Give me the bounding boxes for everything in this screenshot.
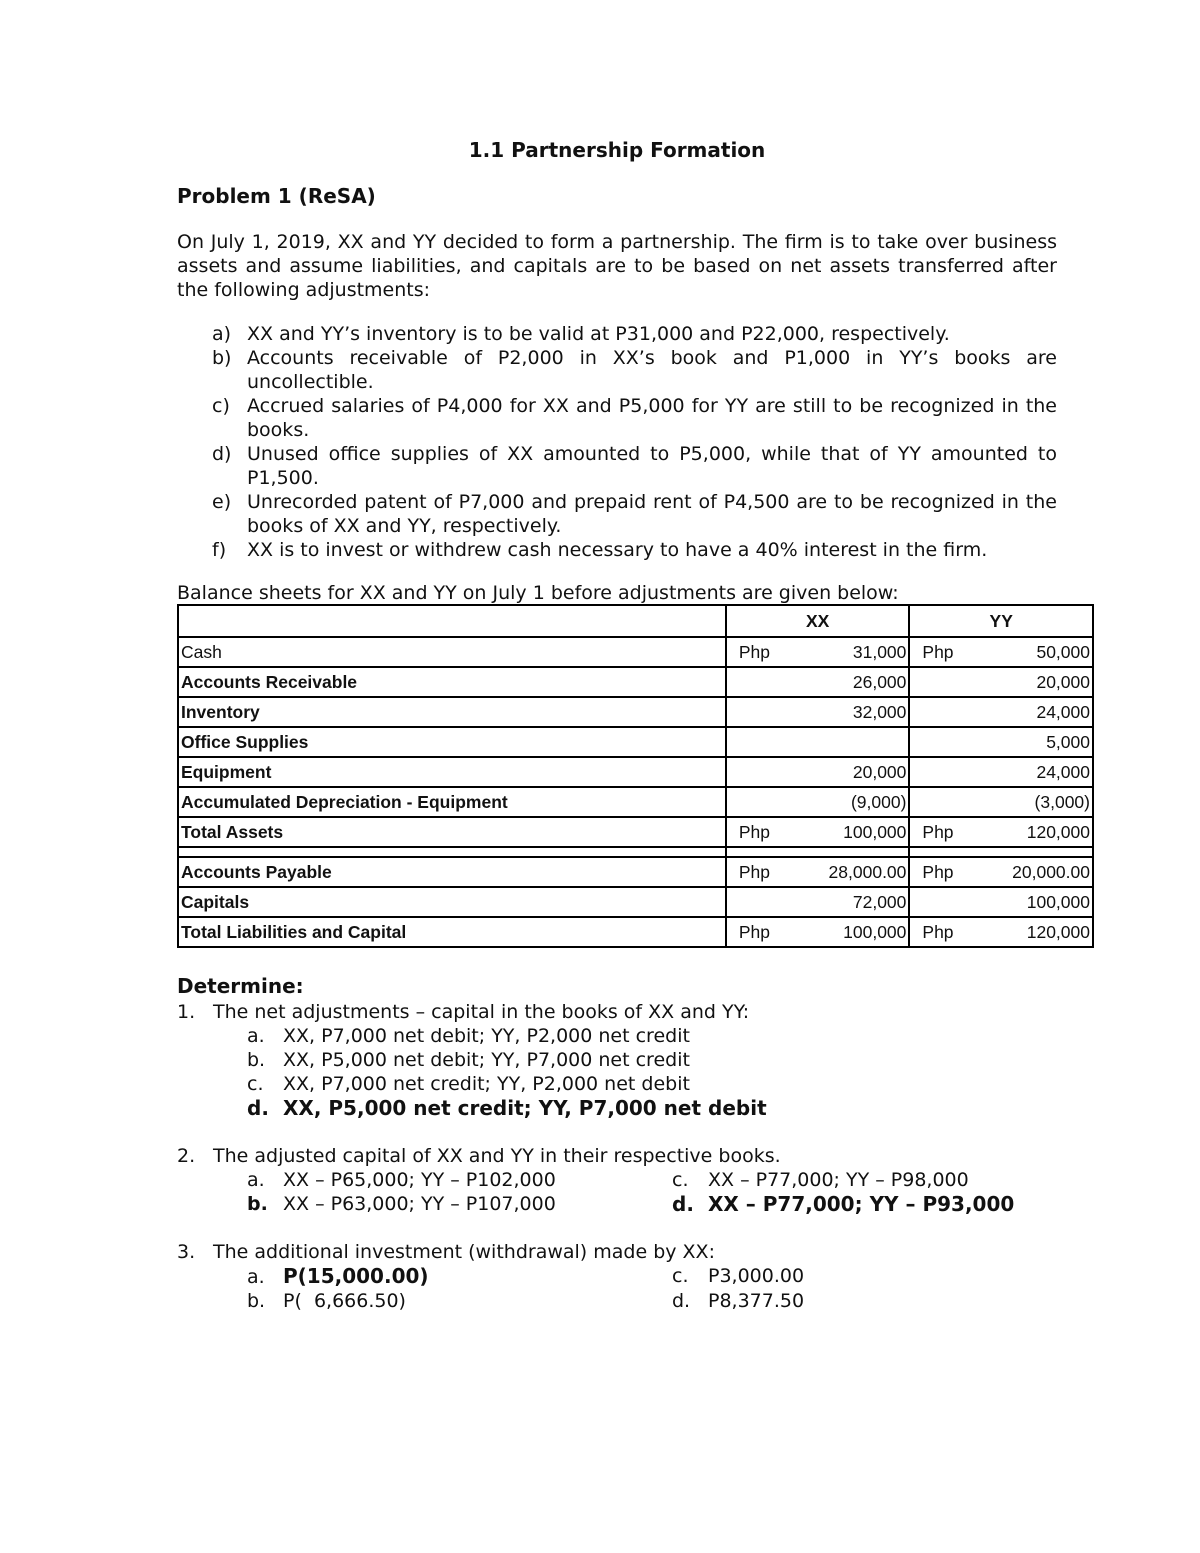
choice-d: d. XX, P5,000 net credit; YY, P7,000 net debit	[247, 1096, 767, 1120]
yy-amount: 24,000	[909, 757, 1093, 787]
table-row	[178, 787, 1093, 817]
choice-b: b. P( 6,666.50)	[247, 1290, 406, 1312]
list-item: b) Accounts receivable of P2,000 in XX’s book and P1,000 in YY’s books are uncollectible.	[212, 347, 1057, 393]
xx-amount: Php 28,000.00	[726, 857, 910, 887]
choice-a: a. XX, P7,000 net debit; YY, P2,000 net credit	[247, 1025, 690, 1047]
choice-d: d. XX – P77,000; YY – P93,000	[672, 1192, 1015, 1216]
question-1-choices	[247, 1024, 1057, 1120]
document-page	[177, 138, 1090, 1313]
xx-amount: Php 100,000	[726, 817, 910, 847]
question-2: 2. The adjusted capital of XX and YY in their respective books.	[177, 1145, 781, 1167]
question-1: 1. The net adjustments – capital in the books of XX and YY:	[177, 1001, 750, 1023]
adjustments-list	[177, 322, 1057, 562]
row-label: Equipment	[178, 757, 726, 787]
table-row	[178, 667, 1093, 697]
choice-c: c. XX – P77,000; YY – P98,000	[672, 1169, 969, 1191]
separator-row	[178, 847, 1093, 857]
choice-a: a. P(15,000.00)	[247, 1264, 429, 1288]
choice-b: b. XX, P5,000 net debit; YY, P7,000 net credit	[247, 1049, 690, 1071]
list-item: f) XX is to invest or withdrew cash necessary to have a 40% interest in the firm.	[212, 539, 988, 561]
choice-c: c. XX, P7,000 net credit; YY, P2,000 net debit	[247, 1073, 690, 1095]
question-3: 3. The additional investment (withdrawal) made by XX:	[177, 1241, 715, 1263]
choice-c: c. P3,000.00	[672, 1265, 805, 1287]
yy-amount: 20,000	[909, 667, 1093, 697]
choice-a: a. XX – P65,000; YY – P102,000	[247, 1169, 556, 1191]
yy-amount: Php 120,000	[909, 817, 1093, 847]
header-blank	[178, 605, 726, 637]
xx-amount	[726, 727, 910, 757]
row-label: Capitals	[178, 887, 726, 917]
balance-sheet-caption: Balance sheets for XX and YY on July 1 before adjustments are given below:	[177, 582, 899, 604]
row-label: Cash	[178, 637, 726, 667]
list-item: e) Unrecorded patent of P7,000 and prepaid rent of P4,500 are to be recognized in the books of XX and YY, respectively.	[212, 491, 1057, 537]
intro-paragraph: On July 1, 2019, XX and YY decided to form a partnership. The firm is to take over business assets and assume liabilities, and capitals are to be based on net assets transferred after the following adjustments:	[177, 231, 1057, 301]
xx-amount: 20,000	[726, 757, 910, 787]
row-label: Accounts Payable	[178, 857, 726, 887]
row-label: Inventory	[178, 697, 726, 727]
yy-amount: Php 120,000	[909, 917, 1093, 947]
balance-sheet-table	[177, 604, 1094, 948]
row-label: Accumulated Depreciation - Equipment	[178, 787, 726, 817]
row-label: Total Assets	[178, 817, 726, 847]
yy-amount: (3,000)	[909, 787, 1093, 817]
page-title: 1.1 Partnership Formation	[468, 138, 766, 162]
question-3-choices	[247, 1264, 1057, 1313]
table-row	[178, 727, 1093, 757]
yy-amount: Php 20,000.00	[909, 857, 1093, 887]
choice-b: b. XX – P63,000; YY – P107,000	[247, 1193, 556, 1215]
liability-rows	[178, 857, 1093, 947]
table-row	[178, 917, 1093, 947]
xx-amount: (9,000)	[726, 787, 910, 817]
table-row	[178, 757, 1093, 787]
yy-amount: 5,000	[909, 727, 1093, 757]
determine-heading: Determine:	[177, 974, 304, 998]
xx-amount: Php 100,000	[726, 917, 910, 947]
asset-rows	[178, 637, 1093, 847]
list-item: a) XX and YY’s inventory is to be valid at P31,000 and P22,000, respectively.	[212, 323, 950, 345]
yy-amount: Php 50,000	[909, 637, 1093, 667]
list-item: c) Accrued salaries of P4,000 for XX and P5,000 for YY are still to be recognized in the books.	[212, 395, 1057, 441]
xx-amount: 26,000	[726, 667, 910, 697]
xx-amount: 32,000	[726, 697, 910, 727]
choice-d: d. P8,377.50	[672, 1290, 805, 1312]
question-2-choices	[247, 1168, 1057, 1216]
row-label: Accounts Receivable	[178, 667, 726, 697]
yy-amount: 24,000	[909, 697, 1093, 727]
table-row	[178, 637, 1093, 667]
xx-amount: Php 31,000	[726, 637, 910, 667]
list-item: d) Unused office supplies of XX amounted to P5,000, while that of YY amounted to P1,500.	[212, 443, 1057, 489]
header-xx: XX	[726, 605, 910, 637]
header-yy: YY	[909, 605, 1093, 637]
table-row	[178, 857, 1093, 887]
xx-amount: 72,000	[726, 887, 910, 917]
row-label: Total Liabilities and Capital	[178, 917, 726, 947]
yy-amount: 100,000	[909, 887, 1093, 917]
table-header-row	[178, 605, 1093, 637]
table-row	[178, 817, 1093, 847]
problem-heading: Problem 1 (ReSA)	[177, 184, 376, 208]
table-row	[178, 887, 1093, 917]
table-row	[178, 697, 1093, 727]
row-label: Office Supplies	[178, 727, 726, 757]
